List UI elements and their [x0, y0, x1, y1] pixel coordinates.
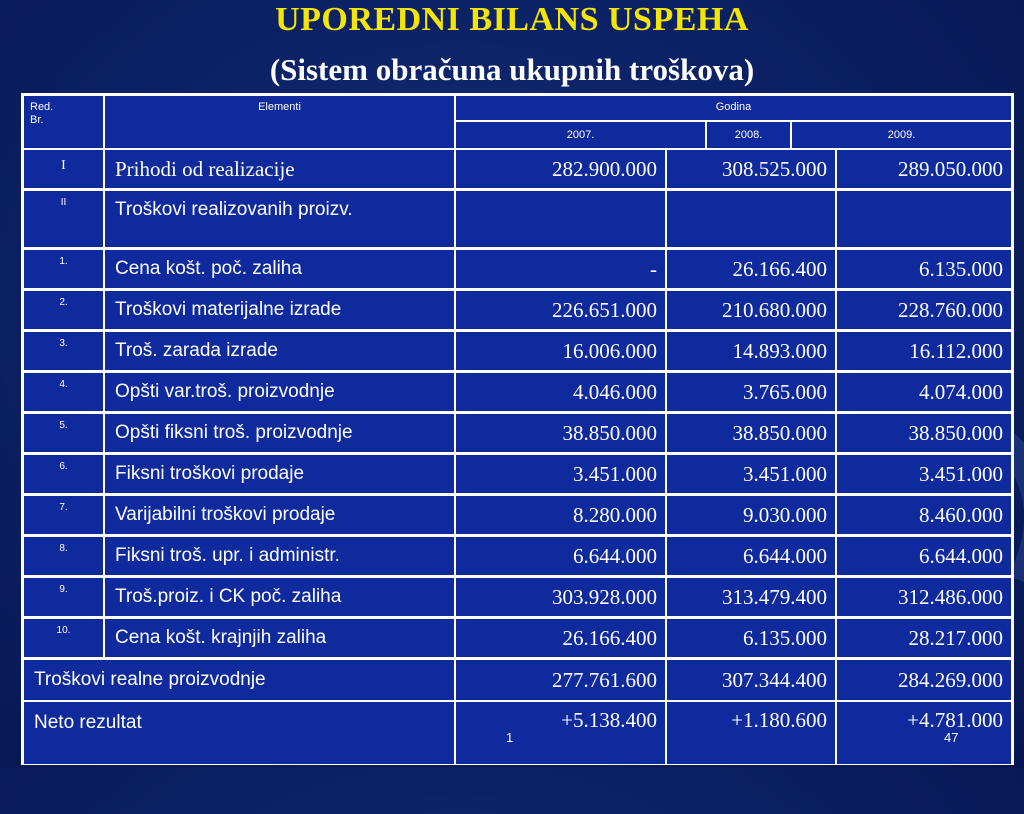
row-label: Troš. zarada izrade: [105, 332, 454, 370]
row-value-2008: [667, 191, 835, 247]
row-value-2008: 313.479.400: [667, 578, 835, 616]
page-subtitle: (Sistem obračuna ukupnih troškova): [269, 52, 755, 87]
row-value-2008: 3.451.000: [667, 455, 835, 493]
header-red-br: Red. Br.: [24, 96, 103, 148]
row-value-2009: 28.217.000: [837, 619, 1011, 657]
row-label: Fiksni troškovi prodaje: [105, 455, 454, 493]
row-number: 1.: [24, 250, 103, 288]
row-value-2007: 3.451.000: [456, 455, 665, 493]
row-value-2007: 16.006.000: [456, 332, 665, 370]
row-value-2008: 6.644.000: [667, 537, 835, 575]
row-number: 9.: [24, 578, 103, 616]
row-label: Troškovi materijalne izrade: [105, 291, 454, 329]
row-value-2007: 282.900.000: [456, 150, 665, 188]
row-number: 10.: [24, 619, 103, 657]
row-value-2009: 6.135.000: [837, 250, 1011, 288]
header-year-2009: 2009.: [792, 122, 1011, 148]
row-label: Opšti fiksni troš. proizvodnje: [105, 414, 454, 452]
row-value-2009: 4.074.000: [837, 373, 1011, 411]
row-value-2009: 228.760.000: [837, 291, 1011, 329]
header-year-2008: 2008.: [707, 122, 790, 148]
row-value-2008: 308.525.000: [667, 150, 835, 188]
footer-left-number: 1: [506, 730, 514, 745]
row-value-2007: 4.046.000: [456, 373, 665, 411]
row-value-2008: 3.765.000: [667, 373, 835, 411]
header-elementi: Elementi: [105, 96, 454, 148]
row-number: 2.: [24, 291, 103, 329]
row-label: Cena košt. krajnjih zaliha: [105, 619, 454, 657]
net-result-value-2008: +1.180.600: [667, 702, 835, 764]
total-label: Troškovi realne proizvodnje: [24, 660, 454, 700]
row-value-2007: 38.850.000: [456, 414, 665, 452]
row-value-2009: [837, 191, 1011, 247]
row-value-2009: 38.850.000: [837, 414, 1011, 452]
row-label: Prihodi od realizacije: [105, 150, 454, 188]
page-title: UPOREDNI BILANS USPEHA: [275, 1, 749, 38]
page-number: 47: [944, 730, 959, 745]
row-value-2009: 3.451.000: [837, 455, 1011, 493]
row-value-2007: 6.644.000: [456, 537, 665, 575]
row-label: Varijabilni troškovi prodaje: [105, 496, 454, 534]
row-value-2009: 8.460.000: [837, 496, 1011, 534]
row-value-2008: 210.680.000: [667, 291, 835, 329]
row-value-2009: 289.050.000: [837, 150, 1011, 188]
row-number: 8.: [24, 537, 103, 575]
header-godina: Godina: [456, 96, 1011, 120]
net-result-value-2009: +4.781.000: [837, 702, 1011, 764]
row-value-2008: 6.135.000: [667, 619, 835, 657]
net-result-value-2007: +5.138.400: [456, 702, 665, 764]
row-value-2007: 8.280.000: [456, 496, 665, 534]
row-label: Fiksni troš. upr. i administr.: [105, 537, 454, 575]
row-number: II: [24, 191, 103, 247]
row-label: Troš.proiz. i CK poč. zaliha: [105, 578, 454, 616]
row-number: 5.: [24, 414, 103, 452]
row-label: Troškovi realizovanih proizv.: [105, 191, 454, 247]
total-value-2009: 284.269.000: [837, 660, 1011, 700]
row-value-2007: [456, 191, 665, 247]
income-statement-table: [21, 93, 1014, 765]
header-year-2007: 2007.: [456, 122, 705, 148]
row-value-2007: -: [456, 250, 665, 288]
row-value-2009: 6.644.000: [837, 537, 1011, 575]
row-number: 3.: [24, 332, 103, 370]
row-value-2008: 9.030.000: [667, 496, 835, 534]
row-number: 4.: [24, 373, 103, 411]
net-result-label: Neto rezultat: [24, 702, 454, 764]
row-value-2008: 14.893.000: [667, 332, 835, 370]
row-number: I: [24, 150, 103, 188]
total-value-2007: 277.761.600: [456, 660, 665, 700]
row-value-2007: 303.928.000: [456, 578, 665, 616]
total-value-2008: 307.344.400: [667, 660, 835, 700]
row-label: Opšti var.troš. proizvodnje: [105, 373, 454, 411]
row-value-2007: 226.651.000: [456, 291, 665, 329]
row-value-2009: 16.112.000: [837, 332, 1011, 370]
row-value-2007: 26.166.400: [456, 619, 665, 657]
row-number: 6.: [24, 455, 103, 493]
row-value-2008: 26.166.400: [667, 250, 835, 288]
row-label: Cena košt. poč. zaliha: [105, 250, 454, 288]
row-value-2009: 312.486.000: [837, 578, 1011, 616]
row-number: 7.: [24, 496, 103, 534]
row-value-2008: 38.850.000: [667, 414, 835, 452]
